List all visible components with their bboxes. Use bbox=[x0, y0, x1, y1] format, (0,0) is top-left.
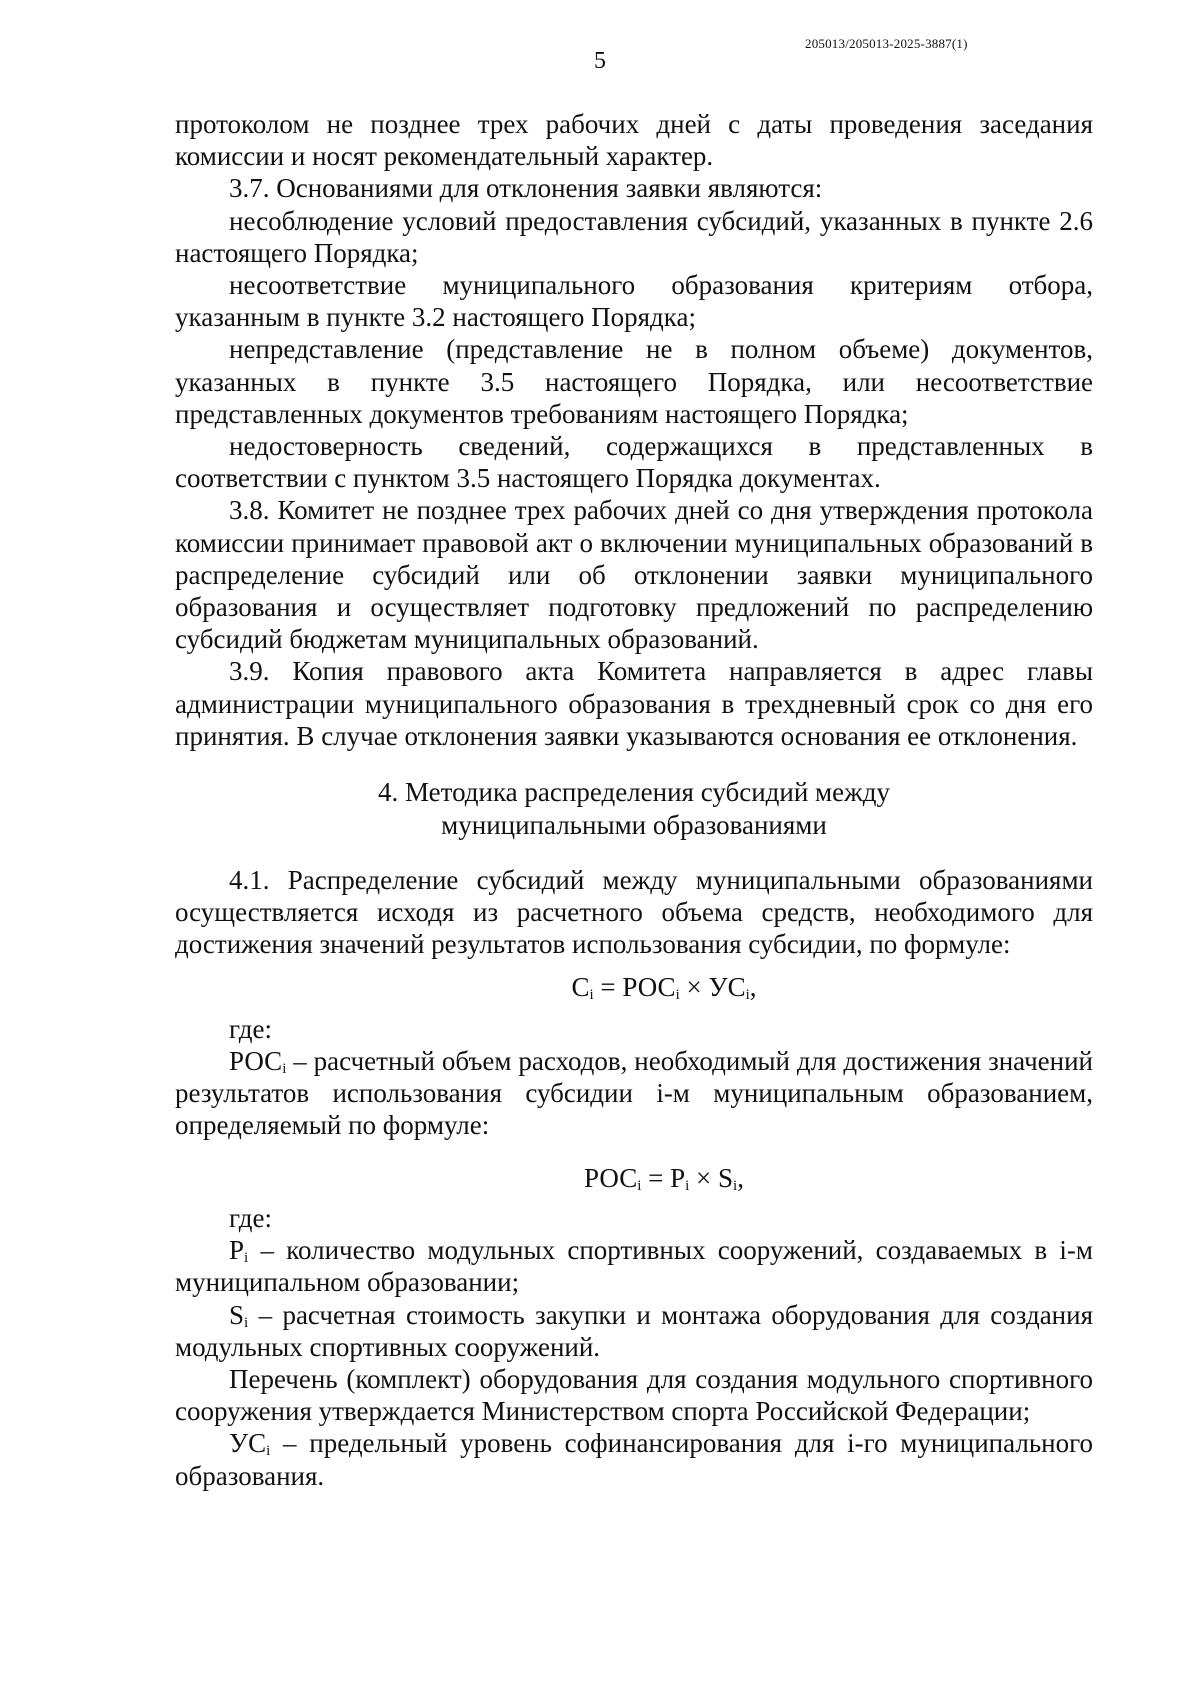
paragraph-3-8: 3.8. Комитет не позднее трех рабочих дней со дня утверждения протокола комиссии принимает правовой акт о включении муниципальных образований в распределение субсидий или об отклонении заявки муниципального образования и осуществляет подготовку предложений по распределению субсидий бюджетам муниципальных образований. bbox=[175, 495, 1093, 655]
definition-us: $УС_i$ – предельный уровень софинансирования для i-го муниципального образования. bbox=[175, 1428, 1093, 1491]
equipment-list-paragraph: Перечень (комплект) оборудования для создания модульного спортивного сооружения утверждается Министерством спорта Российской Федерации; bbox=[175, 1363, 1093, 1427]
section-4-heading bbox=[175, 776, 1093, 842]
definition-roc: $РОС_i$ – расчетный объем расходов, необходимый для достижения значений результатов использования субсидии i-м муниципальным образованием, определяемый по формуле: bbox=[175, 1046, 1093, 1141]
paragraph: несоблюдение условий предоставления субсидий, указанных в пункте 2.6 настоящего Порядка; bbox=[175, 205, 1093, 268]
paragraph: несоответствие муниципального образования критериям отбора, указанным в пункте 3.2 настоящего Порядка; bbox=[175, 270, 1093, 333]
paragraph: непредставление (представление не в полном объеме) документов, указанных в пункте 3.5 настоящего Порядка, или несоответствие представленных документов требованиям настоящего Порядка; bbox=[175, 334, 1093, 429]
page-number: 5 bbox=[594, 48, 606, 74]
paragraph: протоколом не позднее трех рабочих дней с даты проведения заседания комиссии и носят рекомендательный характер. bbox=[175, 109, 1093, 172]
section-4-heading-line1: 4. Методика распределения субсидий между bbox=[377, 777, 890, 808]
paragraph-3-7: 3.7. Основаниями для отклонения заявки являются: bbox=[229, 173, 823, 204]
paragraph-3-9: 3.9. Копия правового акта Комитета направляется в адрес главы администрации муниципального образования в трехдневный срок со дня его принятия. В случае отклонения заявки указываются основания ее отклонения. bbox=[175, 656, 1093, 751]
section-4-heading-line2: муниципальными образованиями bbox=[441, 810, 827, 841]
paragraph: недостоверность сведений, содержащихся в представленных в соответствии с пунктом 3.5 настоящего Порядка документах. bbox=[175, 431, 1093, 494]
paragraph-4-1: 4.1. Распределение субсидий между муниципальными образованиями осуществляется исходя из расчетного объема средств, необходимого для достижения значений результатов использования субсидии, по формуле: bbox=[175, 865, 1093, 960]
formula-roc: $РОС_i = P_i \times S_i$, bbox=[584, 1162, 744, 1194]
where-label: где: bbox=[229, 1013, 272, 1044]
formula-ci: $C_i = РОС_i \times УС_i$, bbox=[571, 971, 757, 1003]
definition-p: $P_i$ – количество модульных спортивных сооружений, создаваемых в i-м муниципальном образовании; bbox=[175, 1235, 1093, 1298]
document-id: 205013/205013-2025-3887(1) bbox=[805, 36, 968, 51]
where-label: где: bbox=[229, 1202, 272, 1233]
definition-s: $S_i$ – расчетная стоимость закупки и монтажа оборудования для создания модульных спортивных сооружений. bbox=[175, 1299, 1093, 1362]
document-body bbox=[175, 108, 1093, 1492]
